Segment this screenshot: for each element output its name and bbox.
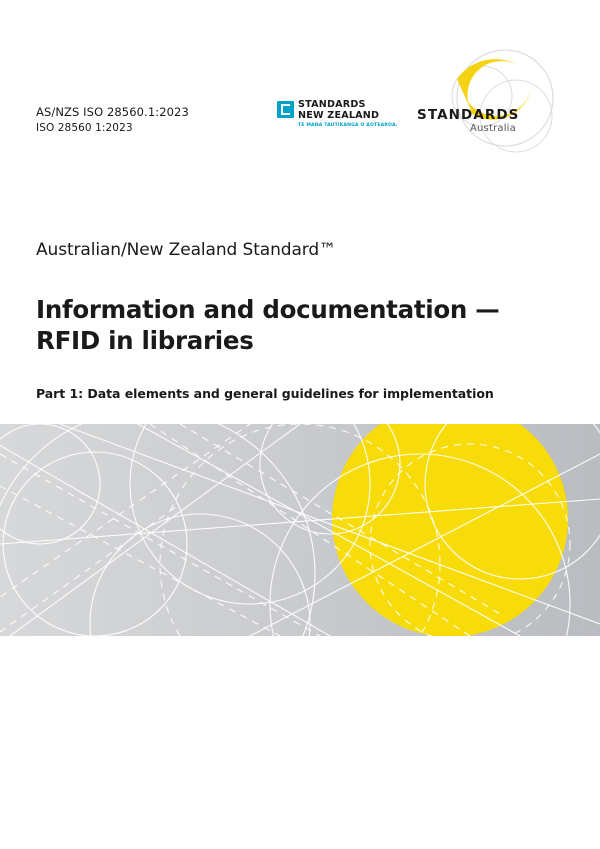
standards-australia-mark-icon: [410, 30, 560, 180]
cover-footer-space: [0, 636, 600, 849]
page-header: [0, 0, 600, 210]
cover-graphic-band: [0, 424, 600, 636]
standards-nz-line1: STANDARDS: [298, 99, 366, 110]
standards-nz-mark-icon: [277, 101, 294, 118]
standards-australia-line2: Australia: [469, 123, 516, 134]
standards-australia-logo: [410, 30, 560, 180]
standards-australia-line1: STANDARDS: [417, 107, 520, 123]
title-block: [36, 240, 556, 401]
standard-reference: [36, 104, 189, 136]
page-title: Information and documentation — RFID in libraries: [36, 295, 500, 355]
standard-reference-line1: AS/NZS ISO 28560.1:2023: [36, 105, 189, 119]
standards-nz-line2: NEW ZEALAND: [298, 110, 380, 122]
standards-nz-line3: TE MANA TAUTIKANGA O AOTEAROA.: [298, 123, 398, 129]
standard-reference-line2: ISO 28560 1:2023: [36, 122, 133, 134]
part-title: Part 1: Data elements and general guidelines for implementation: [36, 386, 494, 401]
cover-graphic: [0, 424, 600, 636]
standards-australia-wordmark: [417, 108, 537, 134]
standards-new-zealand-logo: [277, 100, 397, 130]
series-title: Australian/New Zealand Standard™: [36, 240, 336, 260]
standards-nz-wordmark: [298, 100, 398, 128]
